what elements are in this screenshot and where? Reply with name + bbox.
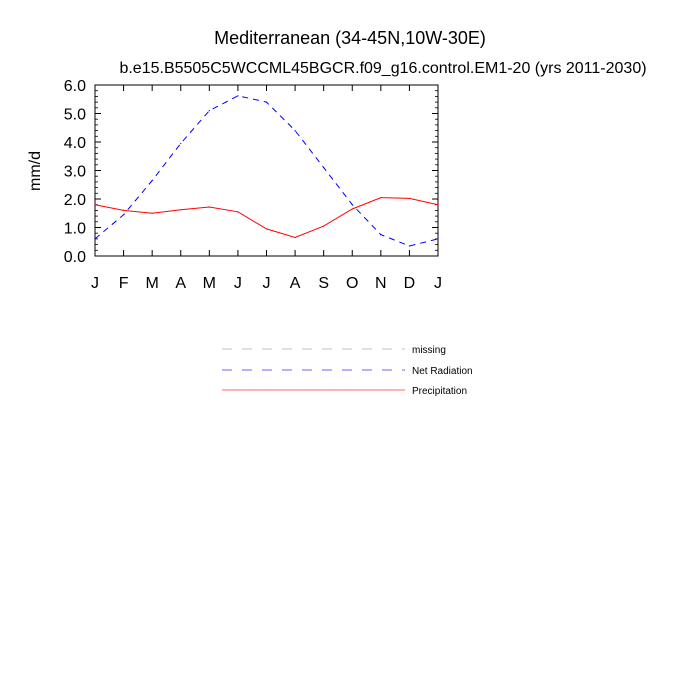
data-point [123, 214, 124, 215]
data-point [294, 237, 295, 238]
chart-subtitle: b.e15.B5505C5WCCML45BGCR.f09_g16.control.EM1-20 (yrs 2011-2030) [119, 60, 647, 77]
data-point [437, 238, 438, 239]
y-tick-label: 6.0 [63, 78, 86, 95]
y-tick-label: 5.0 [63, 106, 86, 124]
y-tick-label: 4.0 [63, 135, 86, 152]
y-tick-label: 2.0 [63, 192, 86, 209]
x-tick-label: O [346, 275, 359, 292]
plot-area [64, 78, 442, 292]
data-point [180, 209, 181, 210]
plot-frame [95, 85, 438, 256]
data-point [266, 228, 267, 229]
data-point [409, 198, 410, 199]
data-point [266, 102, 267, 103]
data-point [352, 204, 353, 205]
y-tick-label: 1.0 [63, 220, 86, 238]
data-point [94, 204, 95, 205]
data-point [352, 208, 353, 209]
data-point [237, 211, 238, 212]
data-point [180, 143, 181, 144]
data-point [209, 110, 210, 111]
data-point [323, 167, 324, 168]
legend [222, 345, 473, 397]
data-point [294, 130, 295, 131]
x-tick-label: J [91, 275, 99, 292]
series-line-precipitation [95, 198, 438, 238]
data-point [323, 225, 324, 226]
data-point [94, 238, 95, 239]
legend-label: Net Radiation [412, 366, 473, 377]
data-point [123, 210, 124, 211]
x-tick-label: M [145, 275, 159, 292]
x-tick-label: A [289, 275, 301, 292]
x-tick-label: J [434, 275, 442, 292]
chart-title: Mediterranean (34-45N,10W-30E) [214, 28, 486, 48]
x-tick-label: S [318, 275, 330, 292]
x-tick-label: F [118, 275, 129, 292]
data-point [380, 197, 381, 198]
data-point [152, 213, 153, 214]
x-tick-label: J [262, 275, 271, 292]
x-tick-label: A [175, 275, 187, 292]
x-tick-label: D [403, 275, 416, 292]
y-axis-label: mm/d [27, 151, 44, 191]
data-point [380, 234, 381, 235]
data-point [437, 204, 438, 205]
x-tick-label: J [233, 275, 242, 292]
legend-label: Precipitation [412, 386, 468, 397]
x-tick-label: N [375, 275, 387, 292]
data-point [237, 95, 238, 96]
y-tick-label: 3.0 [63, 163, 86, 181]
data-point [409, 245, 410, 246]
legend-label: missing [412, 345, 446, 356]
x-tick-label: M [202, 275, 216, 292]
series-line-net-radiation [95, 96, 438, 246]
y-tick-label: 0.0 [63, 249, 86, 266]
data-point [209, 206, 210, 207]
data-point [152, 180, 153, 181]
